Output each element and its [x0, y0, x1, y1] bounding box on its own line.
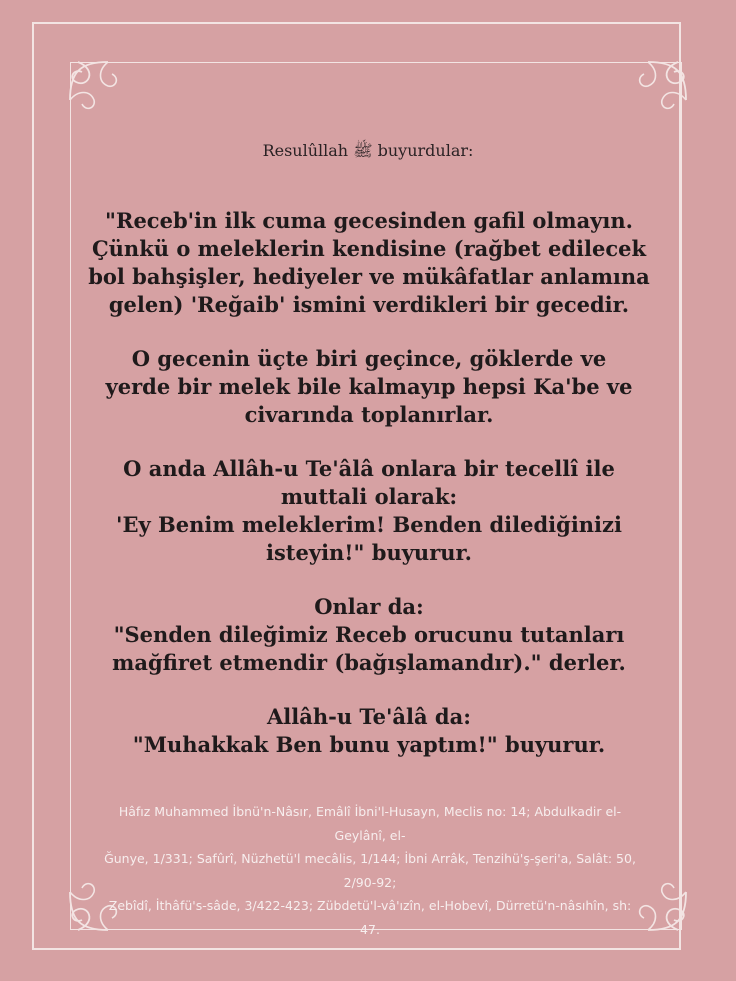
text-line: 'Ey Benim meleklerim! Benden dilediğinizi: [116, 512, 622, 537]
text-line: O anda Allâh-u Te'âlâ onlara bir tecellî ile: [123, 456, 615, 481]
text-line: Onlar da:: [314, 594, 424, 619]
text-line: yerde bir melek bile kalmayıp hepsi Ka'be ve: [105, 374, 633, 399]
text-line: "Receb'in ilk cuma gecesinden gafil olmayın.: [105, 208, 633, 233]
text-line: O gecenin üçte biri geçince, göklerde ve: [131, 346, 607, 371]
source-line: Hâfız Muhammed İbnü'n-Nâsır, Emâlî İbni'l-Husayn, Meclis no: 14; Abdulkadir el-Geylânî, el-: [118, 804, 622, 843]
text-line: Allâh-u Te'âlâ da:: [267, 704, 471, 729]
text-line: muttali olarak:: [280, 484, 458, 509]
header-suffix: buyurdular:: [377, 141, 474, 160]
paragraph-4: [84, 593, 654, 677]
text-line: "Senden dileğimiz Receb orucunu tutanları: [113, 622, 625, 647]
text-line: "Muhakkak Ben bunu yaptım!" buyurur.: [132, 732, 606, 757]
source-line: Zebîdî, İthâfü's-sâde, 3/422-423; Zübdetü'l-vâ'ızîn, el-Hobevî, Dürretü'n-nâsıhîn, sh: 47.: [108, 898, 632, 937]
hadith-text: [84, 207, 654, 785]
paragraph-3: [84, 455, 654, 567]
paragraph-1: [84, 207, 654, 319]
corner-ornament-top-left: [68, 60, 138, 130]
text-line: isteyin!" buyurur.: [266, 540, 472, 565]
corner-ornament-top-right: [618, 60, 688, 130]
paragraph-5: [84, 703, 654, 759]
source-line: Ğunye, 1/331; Safûrî, Nüzhetü'l mecâlis, 1/144; İbni Arrâk, Tenzihü'ş-şeri'a, Salât: 50, 2/90-92;: [104, 851, 636, 890]
header-prefix: Resulûllah: [262, 141, 349, 160]
text-line: Çünkü o meleklerin kendisine (rağbet edilecek: [91, 236, 647, 261]
text-line: gelen) 'Reğaib' ismini verdikleri bir gecedir.: [108, 292, 630, 317]
header-line: [0, 141, 736, 164]
paragraph-2: [84, 345, 654, 429]
text-line: mağfiret etmendir (bağışlamandır)." derler.: [112, 650, 626, 675]
honorific-glyph: ﷺ: [353, 141, 373, 160]
text-line: civarında toplanırlar.: [244, 402, 494, 427]
source-citation: [100, 800, 640, 941]
text-line: bol bahşişler, hediyeler ve mükâfatlar anlamına: [88, 264, 650, 289]
